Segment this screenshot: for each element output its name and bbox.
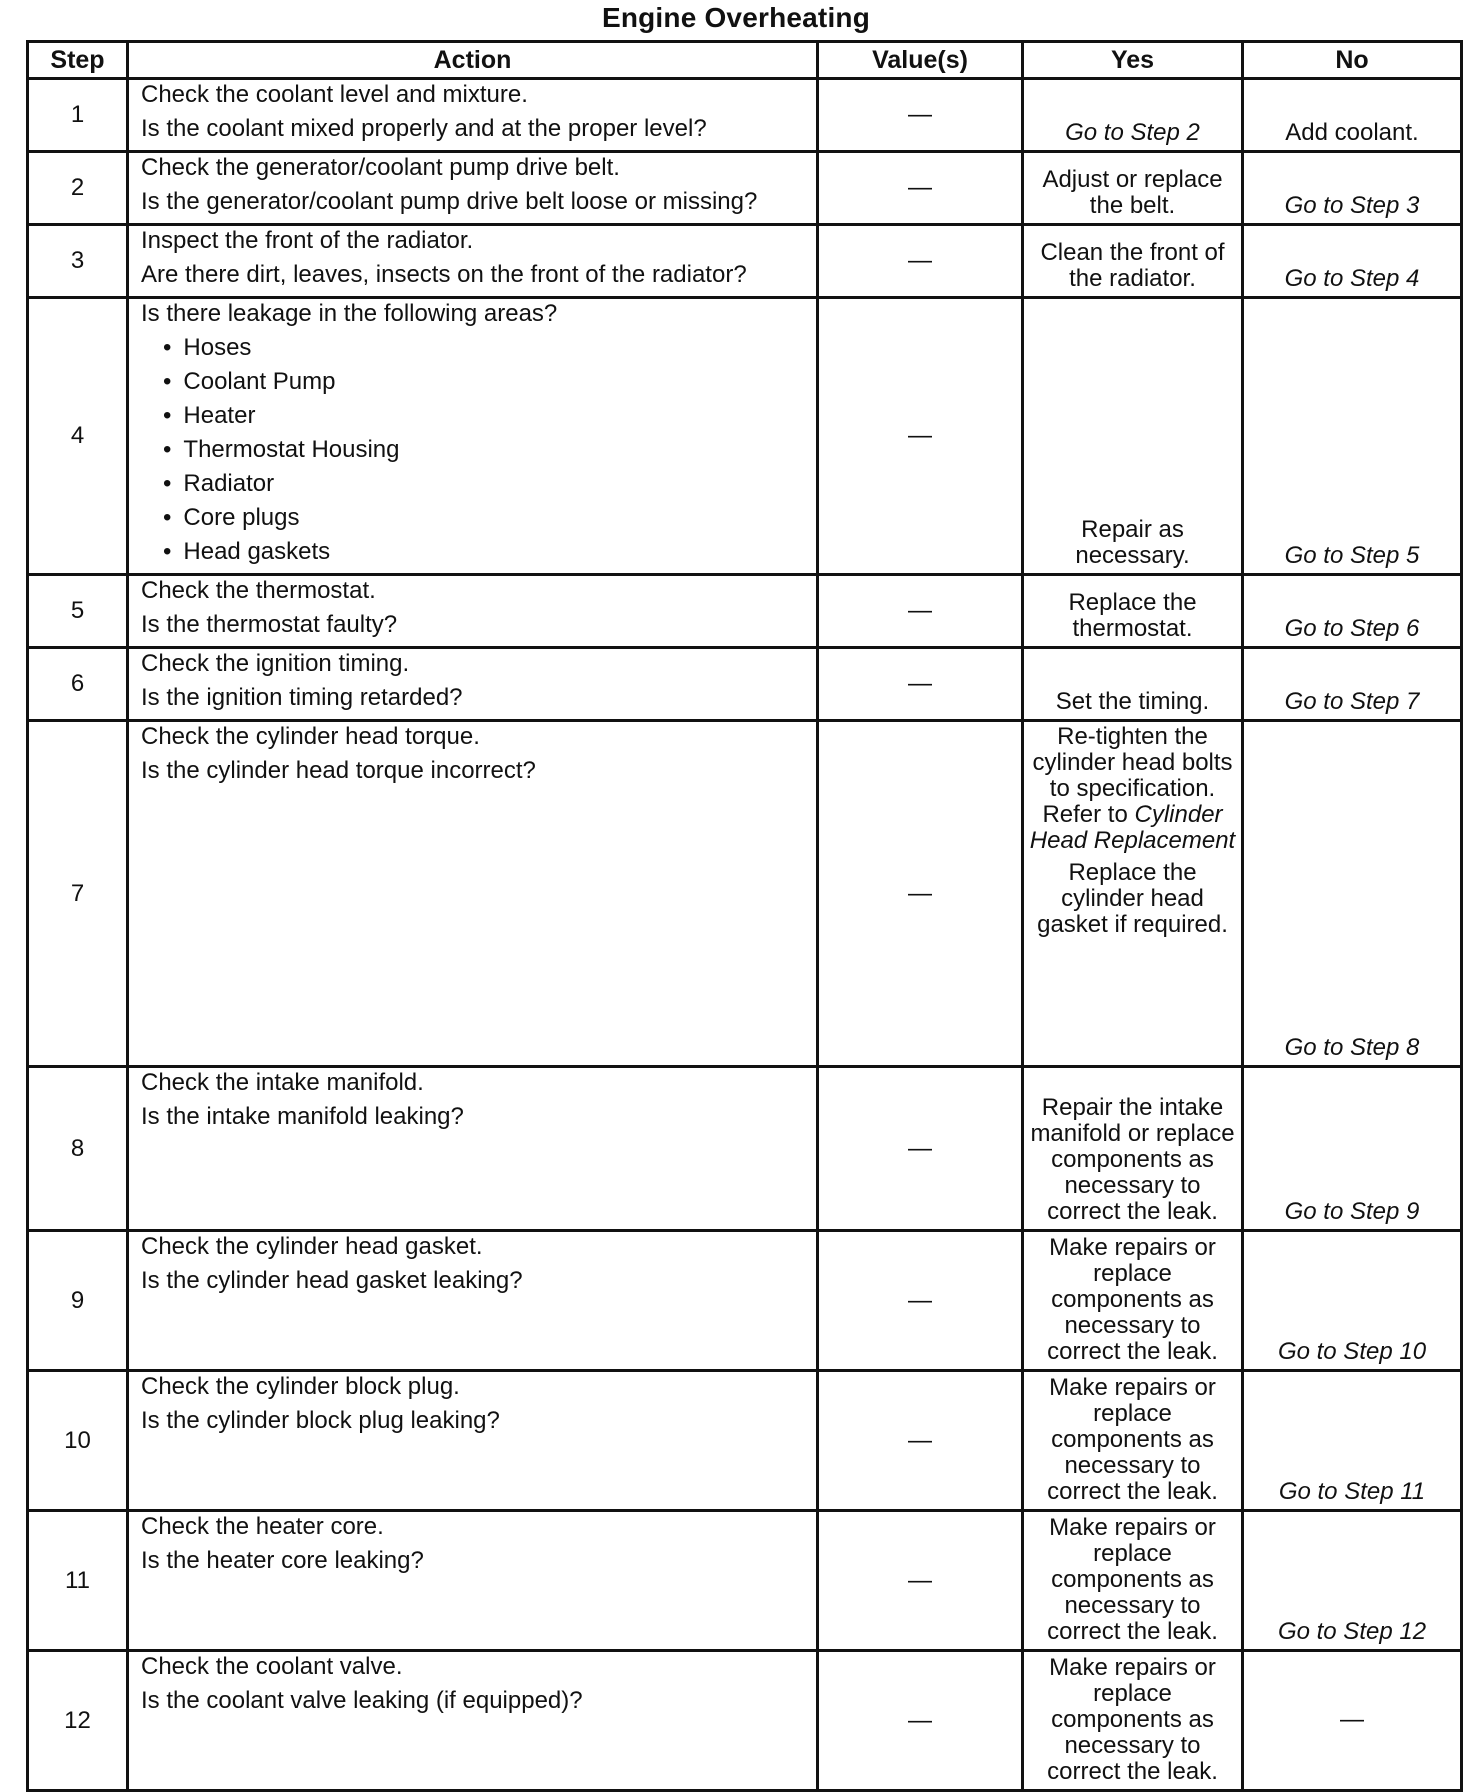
no-cell: Go to Step 4 [1243,225,1462,298]
no-cell: — [1243,1651,1462,1791]
action-check: Inspect the front of the radiator. [141,227,474,254]
yes-cell: Make repairs or replace components as necessary to correct the leak. [1023,1511,1243,1651]
table-row [28,1651,1462,1791]
header-no: No [1243,42,1462,79]
action-check: Check the ignition timing. [141,650,410,677]
yes-cell: Clean the front of the radiator. [1023,225,1243,298]
action-question: Are there dirt, leaves, insects on the front of the radiator? [141,261,747,288]
no-cell: Go to Step 12 [1243,1511,1462,1651]
value-cell: — [818,721,1023,1067]
diagnostic-table [26,40,1463,1792]
action-check: Check the cylinder head gasket. [141,1233,483,1260]
yes-replace-gasket-text: Replace the cylinder head gasket if required. [1037,859,1228,938]
table-header-row [28,42,1462,79]
table-row [28,152,1462,225]
action-question: Is the coolant valve leaking (if equipped)? [141,1687,583,1714]
refer-to-text: Refer to [1042,801,1128,828]
action-question: Is the coolant mixed properly and at the proper level? [141,115,707,142]
yes-retighten-text: Re-tighten the cylinder head bolts to specification. [1032,723,1233,802]
action-question: Is the generator/coolant pump drive belt loose or missing? [141,188,758,215]
step-number: 7 [28,721,128,1067]
yes-refer-line [1028,802,1237,854]
header-action: Action [128,42,818,79]
no-cell: Go to Step 9 [1243,1067,1462,1231]
value-cell: — [818,1651,1023,1791]
action-cell [128,575,818,648]
table-row [28,648,1462,721]
action-cell [128,152,818,225]
no-cell: Go to Step 3 [1243,152,1462,225]
action-cell [128,1371,818,1511]
value-cell: — [818,152,1023,225]
action-check: Check the coolant valve. [141,1653,403,1680]
step-number: 6 [28,648,128,721]
list-item: • Hoses [163,335,808,361]
action-check: Check the generator/coolant pump drive belt. [141,154,620,181]
value-cell: — [818,225,1023,298]
header-yes: Yes [1023,42,1243,79]
action-check: Check the heater core. [141,1513,384,1540]
yes-cell: Make repairs or replace components as necessary to correct the leak. [1023,1231,1243,1371]
action-question: Is the cylinder head gasket leaking? [141,1267,523,1294]
yes-cell: Make repairs or replace components as necessary to correct the leak. [1023,1371,1243,1511]
step-number: 9 [28,1231,128,1371]
step-number: 11 [28,1511,128,1651]
yes-cell: Set the timing. [1023,648,1243,721]
step-number: 4 [28,298,128,575]
cylinder-head-replacement-link[interactable]: Cylinder Head Replacement [1029,801,1236,854]
action-question: Is the ignition timing retarded? [141,684,463,711]
list-item: • Core plugs [163,505,808,531]
action-cell [128,1651,818,1791]
no-cell: Go to Step 11 [1243,1371,1462,1511]
step-number: 2 [28,152,128,225]
yes-cell: Adjust or replace the belt. [1023,152,1243,225]
list-item: • Heater [163,403,808,429]
step-number: 3 [28,225,128,298]
action-question: Is the cylinder block plug leaking? [141,1407,500,1434]
action-check: Check the intake manifold. [141,1069,424,1096]
table-row [28,1067,1462,1231]
no-cell: Go to Step 8 [1243,721,1462,1067]
yes-cell [1023,721,1243,1067]
table-row [28,298,1462,575]
action-cell [128,79,818,152]
action-cell [128,1231,818,1371]
action-cell [128,298,818,575]
list-item: • Head gaskets [163,539,808,565]
no-cell: Go to Step 7 [1243,648,1462,721]
action-cell [128,721,818,1067]
list-item: • Radiator [163,471,808,497]
value-cell: — [818,1067,1023,1231]
action-cell [128,1067,818,1231]
table-row [28,575,1462,648]
table-row [28,1511,1462,1651]
table-row [28,721,1462,1067]
action-question: Is the heater core leaking? [141,1547,424,1574]
action-check: Check the thermostat. [141,577,376,604]
action-cell [128,648,818,721]
action-question: Is the cylinder head torque incorrect? [141,757,536,784]
action-question: Is the intake manifold leaking? [141,1103,464,1130]
step-number: 10 [28,1371,128,1511]
no-cell: Go to Step 5 [1243,298,1462,575]
value-cell: — [818,575,1023,648]
yes-cell: Repair as necessary. [1023,298,1243,575]
yes-cell: Make repairs or replace components as necessary to correct the leak. [1023,1651,1243,1791]
page-title: Engine Overheating [601,2,871,33]
value-cell: — [818,298,1023,575]
table-row [28,1371,1462,1511]
table-row [28,1231,1462,1371]
step-number: 5 [28,575,128,648]
no-cell: Go to Step 10 [1243,1231,1462,1371]
step-number: 8 [28,1067,128,1231]
list-item: • Coolant Pump [163,369,808,395]
no-cell: Add coolant. [1243,79,1462,152]
yes-cell: Go to Step 2 [1023,79,1243,152]
table-row [28,79,1462,152]
leak-area-list [141,335,808,565]
header-step: Step [28,42,128,79]
no-cell: Go to Step 6 [1243,575,1462,648]
yes-cell: Repair the intake manifold or replace components as necessary to correct the leak. [1023,1067,1243,1231]
value-cell: — [818,648,1023,721]
action-question: Is the thermostat faulty? [141,611,398,638]
value-cell: — [818,79,1023,152]
yes-cell: Replace the thermostat. [1023,575,1243,648]
value-cell: — [818,1231,1023,1371]
step-number: 12 [28,1651,128,1791]
action-cell [128,225,818,298]
header-value: Value(s) [818,42,1023,79]
step-number: 1 [28,79,128,152]
list-item: • Thermostat Housing [163,437,808,463]
action-check: Check the cylinder head torque. [141,723,480,750]
value-cell: — [818,1511,1023,1651]
action-check: Is there leakage in the following areas? [141,300,558,327]
value-cell: — [818,1371,1023,1511]
action-check: Check the coolant level and mixture. [141,81,528,108]
table-row [28,225,1462,298]
action-check: Check the cylinder block plug. [141,1373,460,1400]
action-cell [128,1511,818,1651]
